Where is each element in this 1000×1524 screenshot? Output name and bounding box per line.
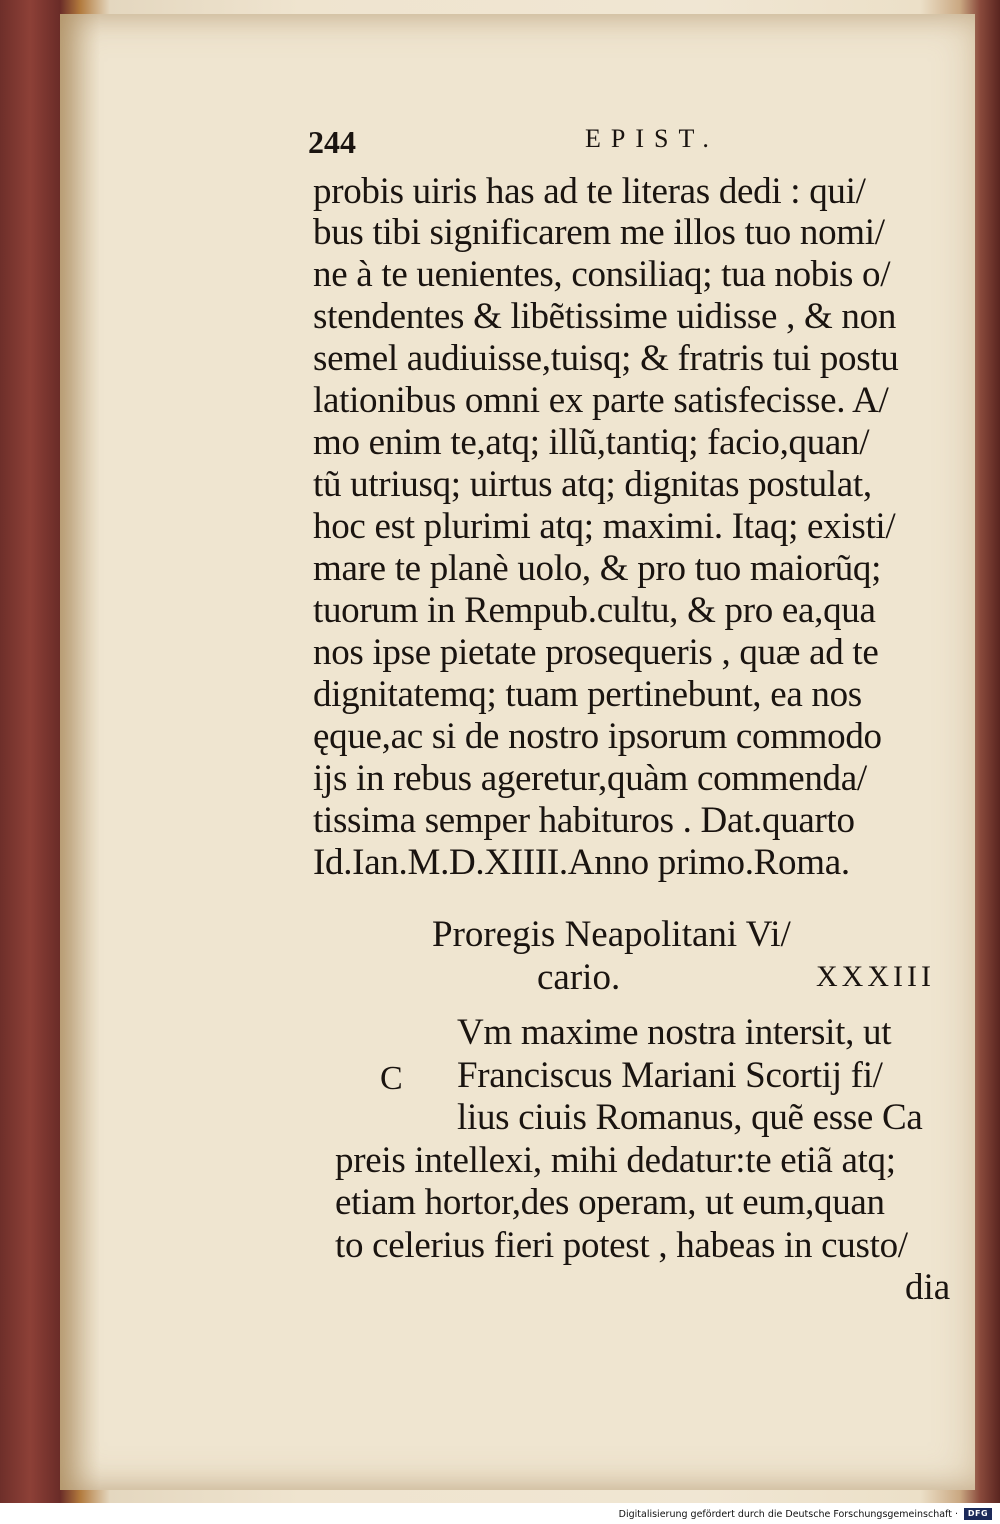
body-line: tũ utriusq; uirtus atq; dignitas postulat, [313, 464, 872, 505]
letter-line: Vm maxime nostra intersit, ut [457, 1012, 892, 1053]
body-line: hoc est plurimi atq; maximi. Itaq; existi/ [313, 506, 896, 547]
letter-line: lius ciuis Romanus, quẽ esse Ca [457, 1097, 923, 1138]
letter-line: preis intellexi, mihi dedatur:te etiã atq; [335, 1140, 896, 1181]
body-line: ęque,ac si de nostro ipsorum commodo [313, 716, 882, 757]
letter-line: Franciscus Mariani Scortij fi/ [457, 1055, 883, 1096]
catchword: dia [905, 1267, 951, 1308]
letter-heading-line: Proregis Neapolitani Vi/ [432, 914, 791, 955]
running-head: EPIST. [585, 124, 719, 153]
body-line: mo enim te,atq; illũ,tantiq; facio,quan/ [313, 422, 870, 463]
body-line: dignitatemq; tuam pertinebunt, ea nos [313, 674, 862, 715]
body-line: tissima semper habituros . Dat.quarto [313, 800, 855, 841]
letter-line: etiam hortor,des operam, ut eum,quan [335, 1182, 885, 1223]
dfg-logo: DFG [964, 1508, 992, 1520]
body-line: mare te planè uolo, & pro tuo maiorũq; [313, 548, 882, 589]
body-line: ijs in rebus ageretur,quàm commenda/ [313, 758, 867, 799]
body-line: ne à te uenientes, consiliaq; tua nobis o/ [313, 254, 891, 295]
body-line: probis uiris has ad te literas dedi : qui/ [313, 171, 866, 212]
letter-heading-line: cario. [537, 957, 621, 998]
body-line: Id.Ian.M.D.XIIII.Anno primo.Roma. [313, 842, 850, 883]
body-line: nos ipse pietate prosequeris , quæ ad te [313, 632, 879, 673]
letter-line: to celerius fieri potest , habeas in custo/ [335, 1225, 908, 1266]
spine-shadow [60, 14, 100, 1490]
initial-letter-guide: C [380, 1060, 403, 1097]
digitization-credit: Digitalisierung gefördert durch die Deutsche Forschungsgemeinschaft · [618, 1509, 958, 1520]
body-line: bus tibi significarem me illos tuo nomi/ [313, 212, 885, 253]
body-line: stendentes & libẽtissime uidisse , & non [313, 296, 897, 337]
body-line: semel audiuisse,tuisq; & fratris tui postu [313, 338, 899, 379]
body-line: tuorum in Rempub.cultu, & pro ea,qua [313, 590, 876, 631]
body-line: lationibus omni ex parte satisfecisse. A/ [313, 380, 889, 421]
letter-number: XXXIII [816, 960, 935, 993]
page-number: 244 [308, 124, 356, 160]
